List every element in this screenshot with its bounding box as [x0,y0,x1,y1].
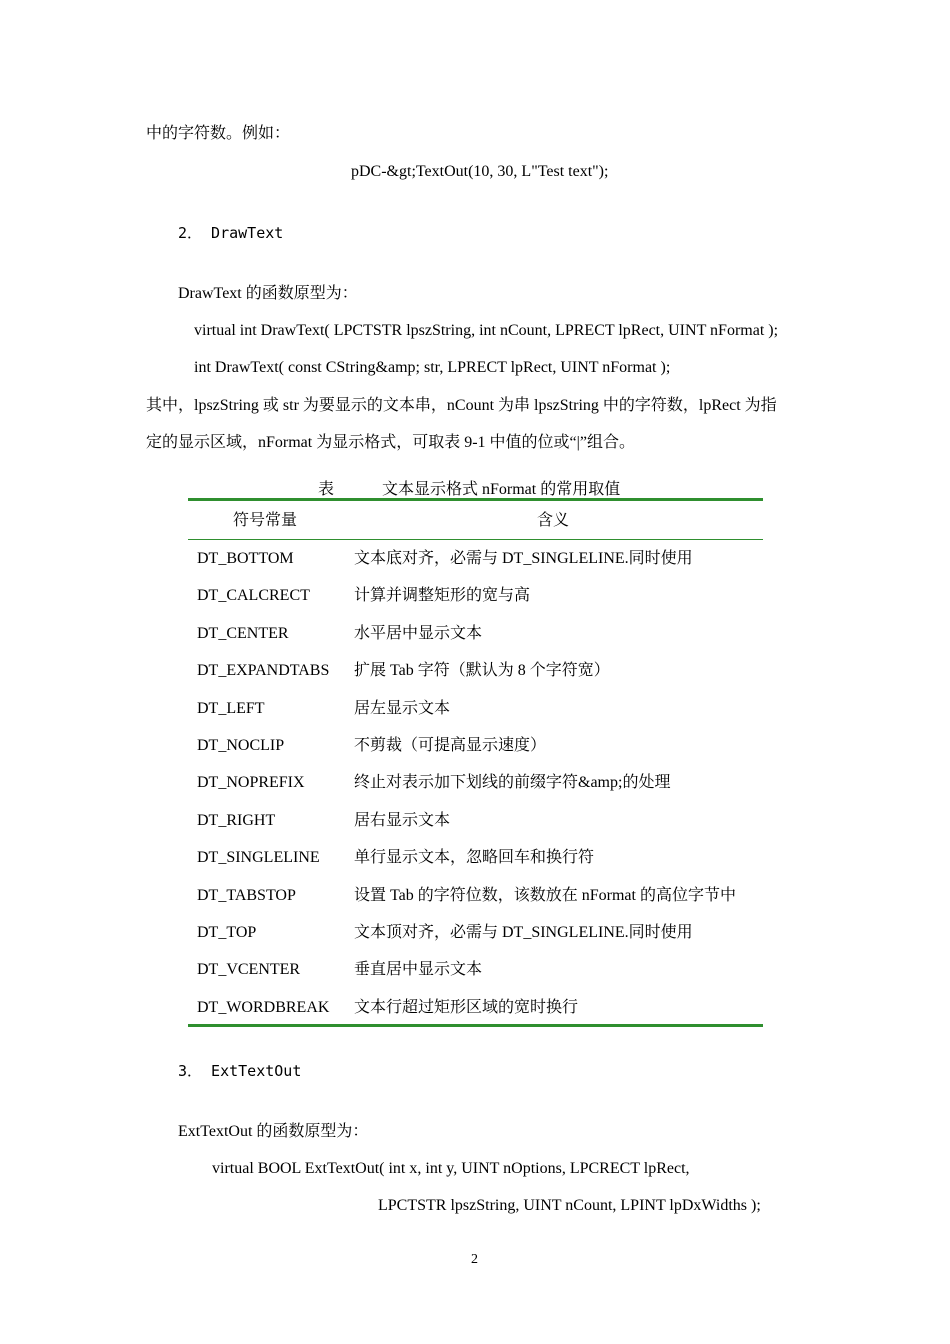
table-row-6-name: DT_NOPREFIX [197,774,305,791]
table-row-11-name: DT_VCENTER [197,961,301,978]
page-number: 2 [471,1252,478,1267]
table-header-col2: 含义 [537,512,570,529]
table-row-4-desc: 居左显示文本 [354,700,451,717]
code-exttextout-proto-1: virtual BOOL ExtTextOut( int x, int y, UINT nOptions, LPCRECT lpRect, [212,1160,690,1177]
section-heading-drawtext: 2． DrawText [178,224,284,242]
table-row-0-desc: 文本底对齐，必需与 DT_SINGLELINE.同时使用 [354,550,693,567]
table-row-9-desc: 设置 Tab 的字符位数，该数放在 nFormat 的高位字节中 [354,887,736,904]
table-row-3-name: DT_EXPANDTABS [197,662,330,679]
table-row-7-desc: 居右显示文本 [354,812,451,829]
table-header-rule [188,539,763,540]
table-row-5-desc: 不剪裁（可提高显示速度） [354,737,547,754]
paragraph-line-2: 定的显示区域，nFormat 为显示格式，可取表 9-1 中值的位或“|”组合。 [146,434,635,451]
table-row-12-desc: 文本行超过矩形区域的宽时换行 [354,999,579,1016]
table-row-11-desc: 垂直居中显示文本 [354,961,483,978]
table-row-4-name: DT_LEFT [197,700,265,717]
text-line-drawtext-intro: DrawText 的函数原型为： [178,285,358,302]
table-row-2-name: DT_CENTER [197,625,289,642]
table-row-10-name: DT_TOP [197,924,257,941]
table-row-5-name: DT_NOCLIP [197,737,285,754]
table-caption-prefix: 表 [318,481,335,498]
text-line-1: 中的字符数。例如： [146,125,291,142]
code-drawtext-proto-1: virtual int DrawText( LPCTSTR lpszString, int nCount, LPRECT lpRect, UINT nFormat ); [194,322,779,339]
table-row-8-desc: 单行显示文本，忽略回车和换行符 [354,849,595,866]
table-header-col1: 符号常量 [233,512,298,529]
table-row-6-desc: 终止对表示加下划线的前缀字符&amp;的处理 [354,774,671,791]
table-row-3-desc: 扩展 Tab 字符（默认为 8 个字符宽） [354,662,610,679]
table-caption-title: 文本显示格式 nFormat 的常用取值 [382,481,621,498]
table-bottom-rule [188,1024,763,1027]
table-row-1-name: DT_CALCRECT [197,587,310,604]
table-row-0-name: DT_BOTTOM [197,550,294,567]
text-line-exttextout-intro: ExtTextOut 的函数原型为： [178,1123,369,1140]
code-example-textout: pDC-&gt;TextOut(10, 30, L"Test text"); [351,163,609,180]
paragraph-line-1: 其中，lpszString 或 str 为要显示的文本串，nCount 为串 lpszString 中的字符数，lpRect 为指 [146,397,777,414]
table-top-rule [188,498,763,501]
code-exttextout-proto-2: LPCTSTR lpszString, UINT nCount, LPINT lpDxWidths ); [378,1197,761,1214]
table-row-12-name: DT_WORDBREAK [197,999,330,1016]
table-row-10-desc: 文本顶对齐，必需与 DT_SINGLELINE.同时使用 [354,924,693,941]
table-row-2-desc: 水平居中显示文本 [354,625,483,642]
table-row-7-name: DT_RIGHT [197,812,276,829]
table-row-9-name: DT_TABSTOP [197,887,296,904]
table-row-1-desc: 计算并调整矩形的宽与高 [354,587,531,604]
table-row-8-name: DT_SINGLELINE [197,849,320,866]
section-heading-exttextout: 3． ExtTextOut [178,1062,302,1080]
code-drawtext-proto-2: int DrawText( const CString&amp; str, LPRECT lpRect, UINT nFormat ); [194,359,671,376]
